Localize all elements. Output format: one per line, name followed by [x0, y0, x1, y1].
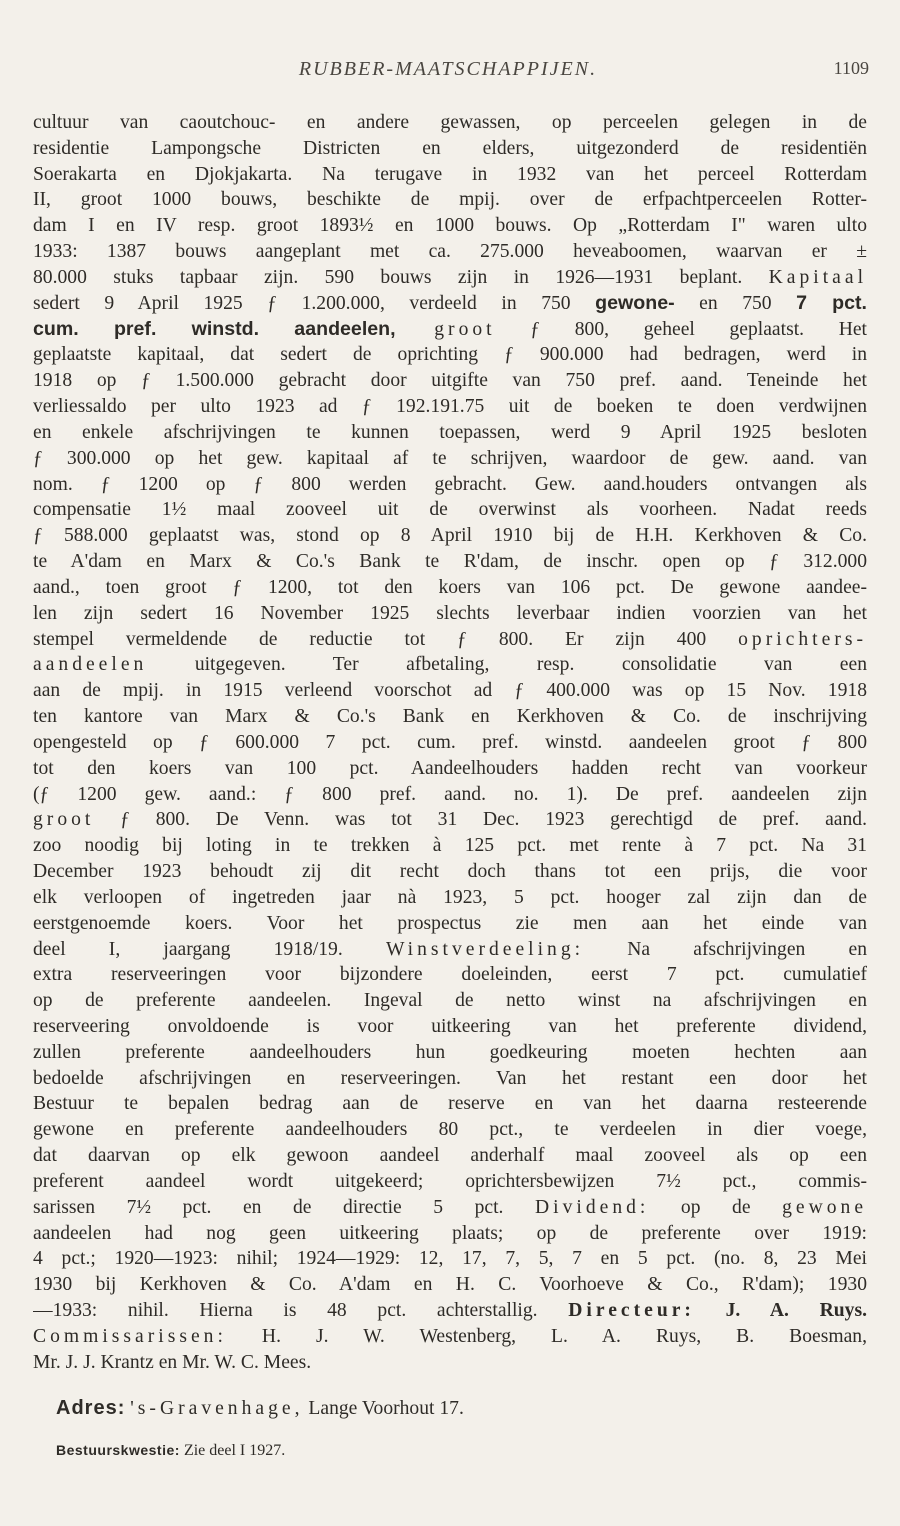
- section-heading-directeur: Directeur:: [568, 1300, 695, 1322]
- text-line: tot den koers van 100 pct. Aandeelhouders hadden recht van voorkeur: [33, 757, 867, 779]
- text-segment: H. J. W. Westenberg, L. A. Ruys, B. Boesman,: [226, 1325, 867, 1347]
- address-street: Lange Voorhout 17.: [303, 1398, 464, 1419]
- address-label: Adres:: [56, 1397, 126, 1419]
- text-line: II, groot 1000 bouws, beschikte de mpij. over de erfpachtperceelen Rotter-: [33, 189, 867, 211]
- text-line: [33, 937, 867, 963]
- text-line: [33, 317, 867, 343]
- text-line: eerstgenoemde koers. Voor het prospectus zie men aan het einde van: [33, 912, 867, 934]
- text-line: verliessaldo per ulto 1923 ad ƒ 192.191.75 uit de boeken te doen verdwijnen: [33, 396, 867, 418]
- text-segment: en 750: [674, 292, 797, 314]
- text-line: Bestuur te bepalen bedrag aan de reserve en van het daarna resteerende: [33, 1093, 867, 1115]
- text-segment: stempel vermeldende de reductie tot ƒ 800. Er zijn 400: [33, 628, 707, 650]
- text-line: residentie Lampongsche Districten en elders, uitgezonderd de residentiën: [33, 137, 867, 159]
- text-line: aand., toen groot ƒ 1200, tot den koers van 106 pct. De gewone aandee-: [33, 576, 867, 598]
- text-line: 1918 op ƒ 1.500.000 gebracht door uitgifte van 750 pref. aand. Teneinde het: [33, 370, 867, 392]
- text-line: zoo noodig bij loting in te trekken à 125 pct. met rente à 7 pct. Na 31: [33, 835, 867, 857]
- text-line: aan de mpij. in 1915 verleend voorschot ad ƒ 400.000 was op 15 Nov. 1918: [33, 680, 867, 702]
- text-line: [33, 265, 867, 291]
- text-segment: sedert 9 April 1925 ƒ 1.200.000, verdeeld in 750: [33, 292, 571, 314]
- text-line: en enkele afschrijvingen te kunnen toepassen, werd 9 April 1925 besloten: [33, 421, 867, 443]
- footnote-text: Zie deel I 1927.: [179, 1442, 286, 1459]
- text-line: 4 pct.; 1920—1923: nihil; 1924—1929: 12, 17, 7, 5, 7 en 5 pct. (no. 8, 23 Mei: [33, 1248, 867, 1270]
- text-line: (ƒ 1200 gew. aand.: ƒ 800 pref. aand. no. 1). De pref. aandeelen zijn: [33, 783, 867, 805]
- text-line: len zijn sedert 16 November 1925 slechts leverbaar indien voorzien van het: [33, 602, 867, 624]
- footnote-label: Bestuurskwestie:: [56, 1442, 180, 1458]
- share-class-gewone: gewone-: [595, 291, 675, 314]
- text-line: geplaatste kapitaal, dat sedert de oprichting ƒ 900.000 had bedragen, werd in: [33, 344, 867, 366]
- spaced-word-oprichters: oprichters-: [738, 628, 867, 650]
- spaced-word-groot: groot: [33, 809, 95, 831]
- text-line: aandeelen had nog geen uitkeering plaats; op de preferente over 1919:: [33, 1222, 867, 1244]
- spaced-word-aandeelen: aandeelen: [33, 654, 148, 676]
- entry-body: [33, 110, 867, 1376]
- text-segment: Na afschrijvingen en: [584, 938, 867, 960]
- text-line: 1933: 1387 bouws aangeplant met ca. 275.000 heveaboomen, waarvan er ±: [33, 241, 867, 263]
- text-line: extra reserveeringen voor bijzondere doeleinden, eerst 7 pct. cumulatief: [33, 964, 867, 986]
- page-header: [33, 58, 869, 94]
- section-heading-commissarissen: Commissarissen:: [33, 1325, 227, 1347]
- address-city: 's-Gravenhage,: [130, 1398, 304, 1419]
- text-line: cultuur van caoutchouc- en andere gewassen, op perceelen gelegen in de: [33, 112, 867, 133]
- text-line: ƒ 300.000 op het gew. kapitaal af te schrijven, waardoor de gew. aand. van: [33, 447, 867, 469]
- text-line: [33, 1298, 867, 1324]
- text-line: dat daarvan op elk gewoon aandeel anderhalf maal zooveel als op een: [33, 1145, 867, 1167]
- text-line: zullen preferente aandeelhouders hun goedkeuring moeten hechten aan: [33, 1041, 867, 1063]
- text-line: bedoelde afschrijvingen en reserveeringen. Van het restant een door het: [33, 1067, 867, 1089]
- text-line: elk verloopen of ingetreden jaar nà 1923, 5 pct. hooger zal zijn dan de: [33, 886, 867, 908]
- text-line: [33, 807, 867, 833]
- address-line: [56, 1397, 856, 1420]
- text-segment: sarissen 7½ pct. en de directie 5 pct.: [33, 1196, 504, 1218]
- text-line: Soerakarta en Djokjakarta. Na terugave in 1932 van het perceel Rotterdam: [33, 163, 867, 185]
- running-title: RUBBER-MAATSCHAPPIJEN.: [298, 58, 598, 80]
- section-heading-kapitaal: Kapitaal: [768, 266, 867, 288]
- share-class-pref: cum. pref. winstd. aandeelen,: [33, 317, 396, 340]
- text-line: op de preferente aandeelen. Ingeval de netto winst na afschrijvingen en: [33, 990, 867, 1012]
- text-segment: ƒ 800, geheel geplaatst. Het: [495, 318, 867, 340]
- spaced-word-gewone: gewone: [782, 1196, 867, 1218]
- spaced-word-groot: groot: [395, 318, 496, 340]
- text-line: ten kantore van Marx & Co.'s Bank en Kerkhoven & Co. de inschrijving: [33, 706, 867, 728]
- text-segment: 80.000 stuks tapbaar zijn. 590 bouws zijn in 1926—1931 beplant.: [33, 266, 743, 288]
- page-number: 1109: [833, 58, 869, 78]
- text-line: [33, 291, 867, 317]
- text-line: [33, 627, 867, 653]
- text-line: reserveering onvoldoende is voor uitkeering van het preferente dividend,: [33, 1015, 867, 1037]
- section-heading-winstverdeeling: Winstverdeeling:: [385, 938, 585, 960]
- text-line: [33, 1324, 867, 1350]
- text-line: opengesteld op ƒ 600.000 7 pct. cum. pref. winstd. aandeelen groot ƒ 800: [33, 731, 867, 753]
- text-line: preferent aandeel wordt uitgekeerd; oprichtersbewijzen 7½ pct., commis-: [33, 1170, 867, 1192]
- text-line: te A'dam en Marx & Co.'s Bank te R'dam, de inschr. open op ƒ 312.000: [33, 551, 867, 573]
- text-line: gewone en preferente aandeelhouders 80 pct., te verdeelen in dier voege,: [33, 1119, 867, 1141]
- text-line: compensatie 1½ maal zooveel uit de overwinst als voorheen. Nadat reeds: [33, 499, 867, 521]
- director-name: J. A. Ruys.: [694, 1300, 867, 1322]
- text-line: ƒ 588.000 geplaatst was, stond op 8 April 1910 bij de H.H. Kerkhoven & Co.: [33, 525, 867, 547]
- text-line: dam I en IV resp. groot 1893½ en 1000 bouws. Op „Rotterdam I" waren ulto: [33, 215, 867, 237]
- footnote: [56, 1442, 856, 1460]
- text-segment: op de: [649, 1196, 751, 1218]
- text-segment: deel I, jaargang 1918/19.: [33, 938, 343, 960]
- text-segment: —1933: nihil. Hierna is 48 pct. achterstallig.: [33, 1300, 538, 1322]
- text-segment: uitgegeven. Ter afbetaling, resp. consolidatie van een: [147, 654, 867, 676]
- text-segment: ƒ 800. De Venn. was tot 31 Dec. 1923 gerechtigd de pref. aand.: [94, 809, 867, 831]
- share-class-pct: 7 pct.: [796, 291, 867, 314]
- text-line: Mr. J. J. Krantz en Mr. W. C. Mees.: [33, 1351, 312, 1373]
- text-line: [33, 1195, 867, 1221]
- section-heading-dividend: Dividend:: [535, 1196, 650, 1218]
- text-line: nom. ƒ 1200 op ƒ 800 werden gebracht. Gew. aand.houders ontvangen als: [33, 473, 867, 495]
- text-line: [33, 652, 867, 678]
- text-line: 1930 bij Kerkhoven & Co. A'dam en H. C. Voorhoeve & Co., R'dam); 1930: [33, 1274, 867, 1296]
- text-line: December 1923 behoudt zij dit recht doch thans tot een prijs, die voor: [33, 861, 867, 883]
